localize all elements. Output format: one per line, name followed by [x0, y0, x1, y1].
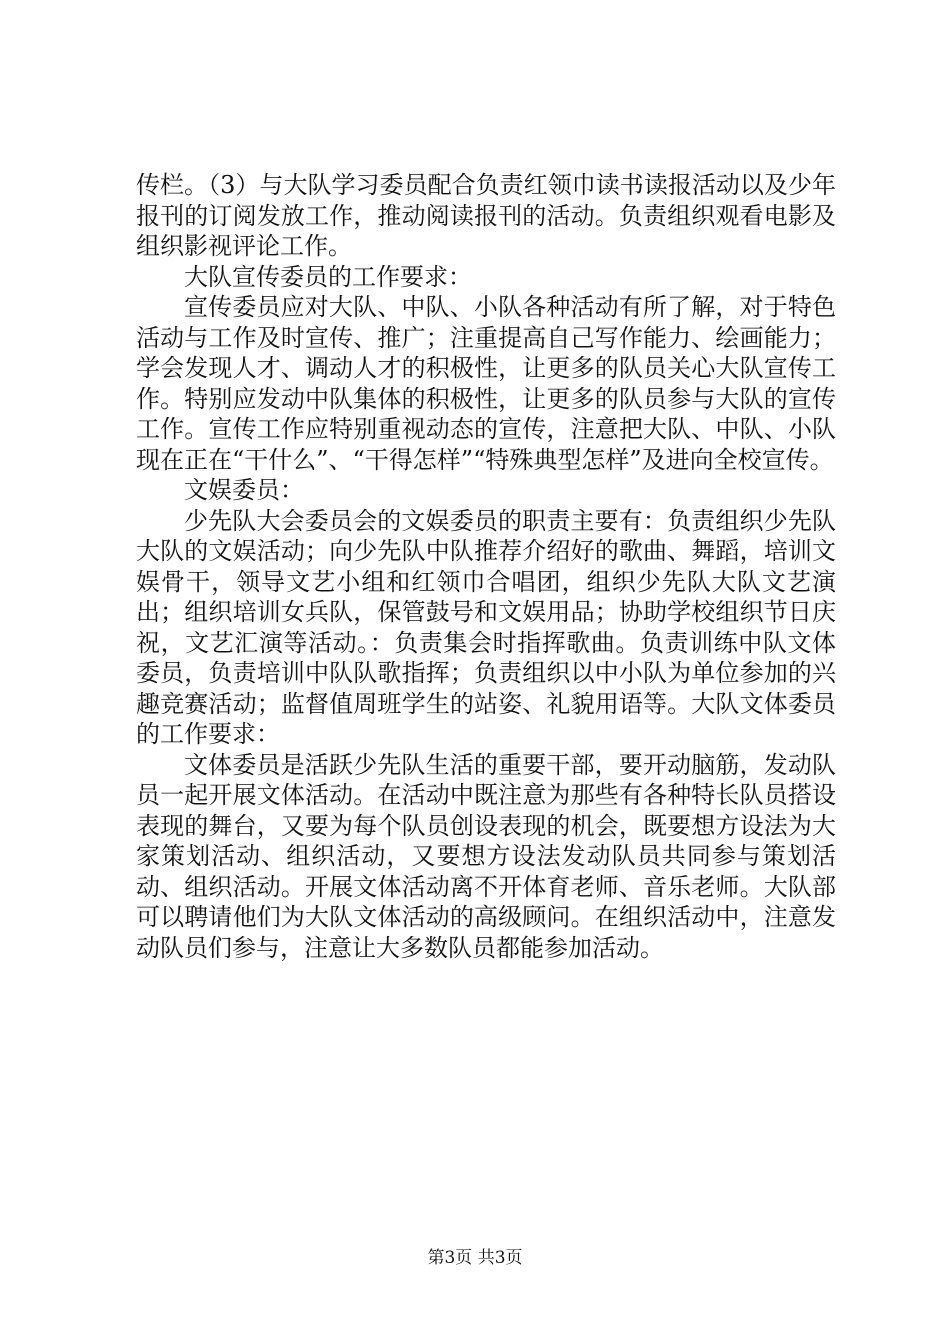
- paragraph-3: 宣传委员应对大队、中队、小队各种活动有所了解，对于特色活动与工作及时宣传、推广；注重提高自己写作能力、绘画能力；学会发现人才、调动人才的积极性，让更多的队员关心大队宣传工作。特别应发动中队集体的积极性，让更多的队员参与大队的宣传工作。宣传工作应特别重视动态的宣传，注意把大队、中队、小队现在正在“干什么”、“干得怎样”“特殊典型怎样”及进向全校宣传。: [136, 293, 836, 474]
- paragraph-5: 少先队大会委员会的文娱委员的职责主要有：负责组织少先队大队的文娱活动；向少先队中队推荐介绍好的歌曲、舞蹈，培训文娱骨干，领导文艺小组和红领巾合唱团，组织少先队大队文艺演出；组织培训女兵队，保管鼓号和文娱用品；协助学校组织节日庆祝，文艺汇演等活动。：负责集会时指挥歌曲。负责训练中队文体委员，负责培训中队队歌指挥；负责组织以中小队为单位参加的兴趣竞赛活动；监督值周班学生的站姿、礼貌用语等。大队文体委员的工作要求：: [136, 506, 836, 748]
- paragraph-4: 文娱委员：: [184, 476, 304, 504]
- paragraph-1: 传栏。（3）与大队学习委员配合负责红领巾读书读报活动以及少年报刊的订阅发放工作，推动阅读报刊的活动。负责组织观看电影及组织影视评论工作。: [136, 171, 836, 260]
- paragraph-6: 文体委员是活跃少先队生活的重要干部，要开动脑筋，发动队员一起开展文体活动。在活动中既注意为那些有各种特长队员搭设表现的舞台，又要为每个队员创设表现的机会，既要想方设法为大家策划活动、组织活动，又要想方设法发动队员共同参与策划活动、组织活动。开展文体活动离不开体育老师、音乐老师。大队部可以聘请他们为大队文体活动的高级顾问。在组织活动中，注意发动队员们参与，注意让大多数队员都能参加活动。: [136, 750, 836, 962]
- document-body: [136, 170, 836, 963]
- paragraph-2: 大队宣传委员的工作要求：: [184, 262, 472, 291]
- page-number-footer: 第3页 共3页: [427, 1248, 523, 1268]
